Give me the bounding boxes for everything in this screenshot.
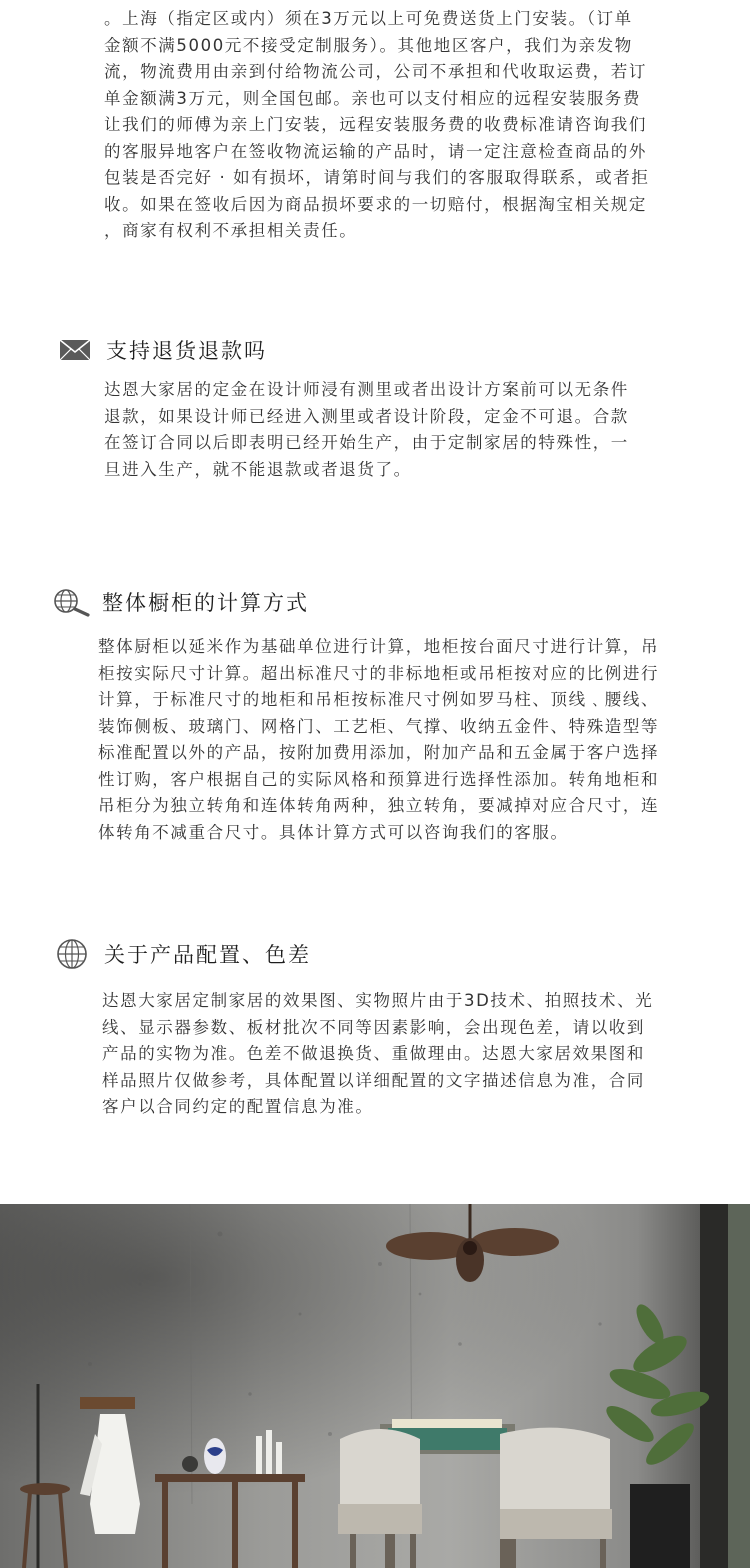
globe-magnifier-icon <box>50 586 96 618</box>
text-line: 达恩大家居的定金在设计师浸有测里或者出设计方案前可以无条件 <box>104 380 629 399</box>
text-line: 退款，如果设计师已经进入测里或者设计阶段，定金不可退。合款 <box>104 406 629 426</box>
text-line: 让我们的师傅为亲上门安装，远程安装服务费的收费标准请咨询我们 <box>104 115 647 134</box>
text-line: 产品的实物为准。色差不做退换货、重做理由。达恩大家居效果图和 <box>102 1044 645 1063</box>
text-line: 旦进入生产，就不能退款或者退货了。 <box>104 459 412 479</box>
text-line: 的客服异地客户在签收物流运输的产品时，请一定注意检查商品的外 <box>104 141 647 161</box>
text-line: 包装是否完好 · 如有损坏，请第时间与我们的客服取得联系，或者拒 <box>104 168 650 187</box>
color-difference-paragraph <box>102 988 653 1121</box>
text-line: 吊柜分为独立转角和连体转角两种，独立转角，要减掉对应合尺寸，连 <box>98 796 660 815</box>
text-line: 在签订合同以后即表明已经开始生产，由于定制家居的特殊性，一 <box>104 433 629 452</box>
text-line: 计算，于标准尺寸的地柜和吊柜按标准尺寸例如罗马柱、顶线﹑腰线、 <box>98 690 660 709</box>
text-line: ，商家有权利不承担相关责任。 <box>104 221 358 240</box>
globe-icon <box>54 938 94 970</box>
text-line: 整体厨柜以延米作为基础单位进行计算，地柜按台面尺寸进行计算，吊 <box>98 637 660 656</box>
text-line: 装饰侧板、玻璃门、网格门、工艺柜、气撑、收纳五金件、特殊造型等 <box>98 716 660 736</box>
text-line: 柜按实际尺寸计算。超出标准尺寸的非标地柜或吊柜按对应的比例进行 <box>98 663 660 683</box>
section-title: 关于产品配置、色差 <box>104 943 311 967</box>
calculation-paragraph <box>98 634 659 846</box>
text-line: 流，物流费用由亲到付给物流公司，公司不承担和代收取运费，若订 <box>104 62 647 81</box>
text-line: 客户以合同约定的配置信息为准。 <box>102 1097 374 1116</box>
color-difference-heading <box>54 938 311 970</box>
text-line: 标准配置以外的产品，按附加费用添加，附加产品和五金属于客户选择 <box>98 743 660 762</box>
refund-heading <box>56 334 267 366</box>
text-line: 金额不满5000元不接受定制服务）。其他地区客户，我们为亲发物 <box>104 35 633 55</box>
envelope-icon <box>56 334 96 366</box>
text-line: 。上海（指定区或内）须在3万元以上可免费送货上门安装。（订单 <box>104 9 633 28</box>
text-line: 性订购，客户根据自己的实际风格和预算进行选择性添加。转角地柜和 <box>98 769 660 789</box>
interior-photo <box>0 1204 750 1568</box>
refund-paragraph <box>104 377 629 483</box>
text-line: 收。如果在签收后因为商品损坏要求的一切赔付，根据淘宝相关规定 <box>104 194 647 214</box>
text-line: 样品照片仅做参考，具体配置以详细配置的文字描述信息为准，合同 <box>102 1070 645 1090</box>
section-title: 支持退货退款吗 <box>106 339 267 363</box>
shipping-paragraph <box>104 6 649 245</box>
calculation-heading <box>50 586 309 618</box>
text-line: 线、显示器参数、板材批次不同等因素影响，会出现色差，请以收到 <box>102 1017 645 1037</box>
section-title: 整体橱柜的计算方式 <box>102 591 309 615</box>
text-line: 达恩大家居定制家居的效果图、实物照片由于3D技术、拍照技术、光 <box>102 991 654 1010</box>
text-line: 单金额满3万元，则全国包邮。亲也可以支付相应的远程安装服务费 <box>104 88 641 108</box>
text-line: 体转角不减重合尺寸。具体计算方式可以咨询我们的客服。 <box>98 822 569 842</box>
